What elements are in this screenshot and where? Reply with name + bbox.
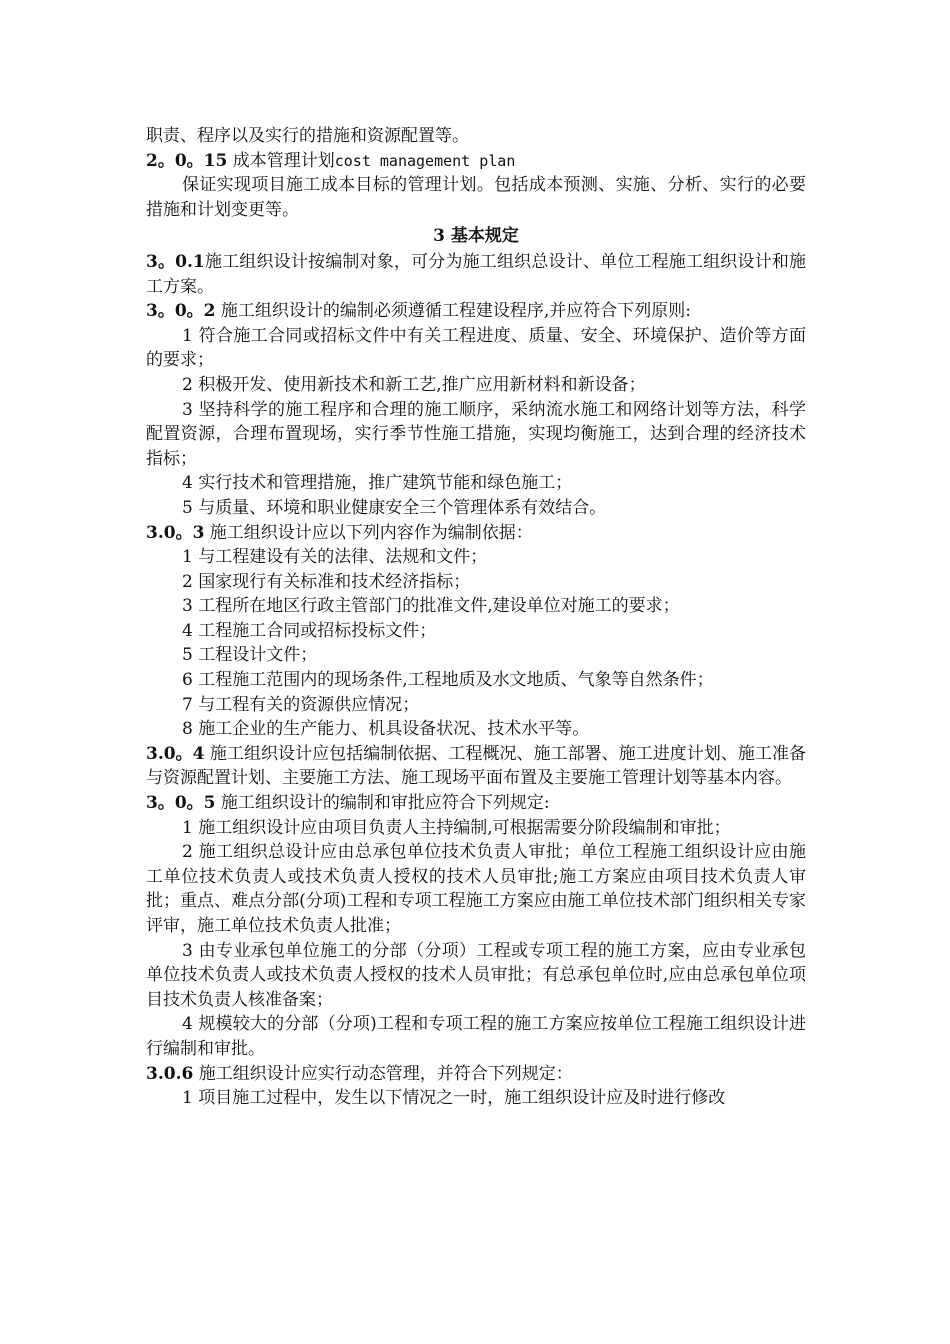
clause-3-0-3 — [146, 521, 806, 546]
definition-2-0-15-title — [146, 149, 806, 174]
clause-3-0-3-item-7: 7 与工程有关的资源供应情况； — [182, 694, 420, 715]
clause-3-0-2-item-5: 5 与质量、环境和职业健康安全三个管理体系有效结合。 — [182, 497, 607, 518]
chapter-3-heading: 3 基本规定 — [433, 226, 519, 247]
clause-3-0-6-item-1: 1 项目施工过程中，发生以下情况之一时，施工组织设计应及时进行修改 — [182, 1088, 726, 1109]
clause-3-0-3-item-2: 2 国家现行有关标准和技术经济指标； — [182, 571, 471, 592]
clause-3-0-5-item-2: 2 施工组织总设计应由总承包单位技术负责人审批；单位工程施工组织设计应由施工单位技术负责人或技术负责人授权的技术人员审批;施工方案应由项目技术负责人审批；重点、难点分部(分项)工程和专项工程施工方案应由施工单位技术部门组织相关专家评审，施工单位技术负责人批准； — [146, 842, 806, 936]
clause-number: 3。0.1 — [146, 251, 205, 272]
clause-text: 施工组织设计应包括编制依据、工程概况、施工部署、施工进度计划、施工准备与资源配置计划、主要施工方法、施工现场平面布置及主要施工管理计划等基本内容。 — [146, 743, 806, 789]
clause-text: 施工组织设计应实行动态管理，并符合下列规定： — [193, 1063, 573, 1084]
clause-text: 施工组织设计的编制和审批应符合下列规定: — [215, 793, 550, 814]
clause-3-0-3-item-6: 6 工程施工范围内的现场条件,工程地质及水文地质、气象等自然条件； — [182, 670, 714, 691]
clause-3-0-1 — [146, 250, 806, 299]
term-chinese: 成本管理计划 — [227, 150, 335, 171]
clause-number: 3.0.6 — [146, 1063, 194, 1084]
clause-text: 施工组织设计的编制必须遵循工程建设程序,并应符合下列原则: — [215, 301, 692, 322]
clause-3-0-5-item-1: 1 施工组织设计应由项目负责人主持编制,可根据需要分阶段编制和审批； — [182, 817, 731, 838]
term-english: cost management plan — [334, 151, 516, 170]
clause-number: 2。0。15 — [146, 150, 228, 171]
clause-3-0-5-item-3: 3 由专业承包单位施工的分部（分项）工程或专项工程的施工方案，应由专业承包单位技术负责人或技术负责人授权的技术人员审批；有总承包单位时,应由总承包单位项目技术负责人核准备案； — [146, 940, 806, 1010]
clause-3-0-2 — [146, 299, 806, 324]
clause-text: 施工组织设计按编制对象，可分为施工组织总设计、单位工程施工组织设计和施工方案。 — [146, 251, 807, 297]
clause-3-0-3-item-4: 4 工程施工合同或招标投标文件； — [182, 620, 437, 641]
clause-3-0-3-item-5: 5 工程设计文件； — [182, 645, 318, 666]
clause-3-0-6 — [146, 1062, 806, 1087]
intro-paragraph: 职责、程序以及实行的措施和资源配置等。 — [146, 126, 469, 146]
clause-3-0-4 — [146, 742, 806, 791]
clause-3-0-2-item-2: 2 积极开发、使用新技术和新工艺,推广应用新材料和新设备； — [182, 374, 646, 395]
clause-3-0-5-item-4: 4 规模较大的分部（分项)工程和专项工程的施工方案应按单位工程施工组织设计进行编制和审批。 — [146, 1014, 806, 1059]
clause-3-0-3-item-1: 1 与工程建设有关的法律、法规和文件； — [182, 547, 488, 568]
definition-2-0-15-body: 保证实现项目施工成本目标的管理计划。包括成本预测、实施、分析、实行的必要措施和计划变更等。 — [146, 175, 806, 220]
clause-number: 3。0。5 — [146, 793, 216, 814]
clause-number: 3。0。2 — [146, 301, 216, 322]
clause-number: 3.0。4 — [146, 743, 205, 764]
clause-number: 3.0。3 — [146, 522, 205, 543]
clause-3-0-3-item-8: 8 施工企业的生产能力、机具设备状况、技术水平等。 — [182, 719, 590, 740]
clause-3-0-3-item-3: 3 工程所在地区行政主管部门的批准文件,建设单位对施工的要求； — [182, 596, 680, 617]
clause-3-0-2-item-4: 4 实行技术和管理措施，推广建筑节能和绿色施工； — [182, 473, 573, 494]
clause-3-0-2-item-3: 3 坚持科学的施工程序和合理的施工顺序，采纳流水施工和网络计划等方法，科学配置资源，合理布置现场，实行季节性施工措施，实现均衡施工，达到合理的经济技术指标； — [146, 399, 806, 469]
clause-3-0-2-item-1: 1 符合施工合同或招标文件中有关工程进度、质量、安全、环境保护、造价等方面的要求； — [146, 325, 806, 371]
clause-text: 施工组织设计应以下列内容作为编制依据： — [204, 522, 533, 543]
document-page — [146, 124, 806, 1111]
clause-3-0-5 — [146, 791, 806, 816]
